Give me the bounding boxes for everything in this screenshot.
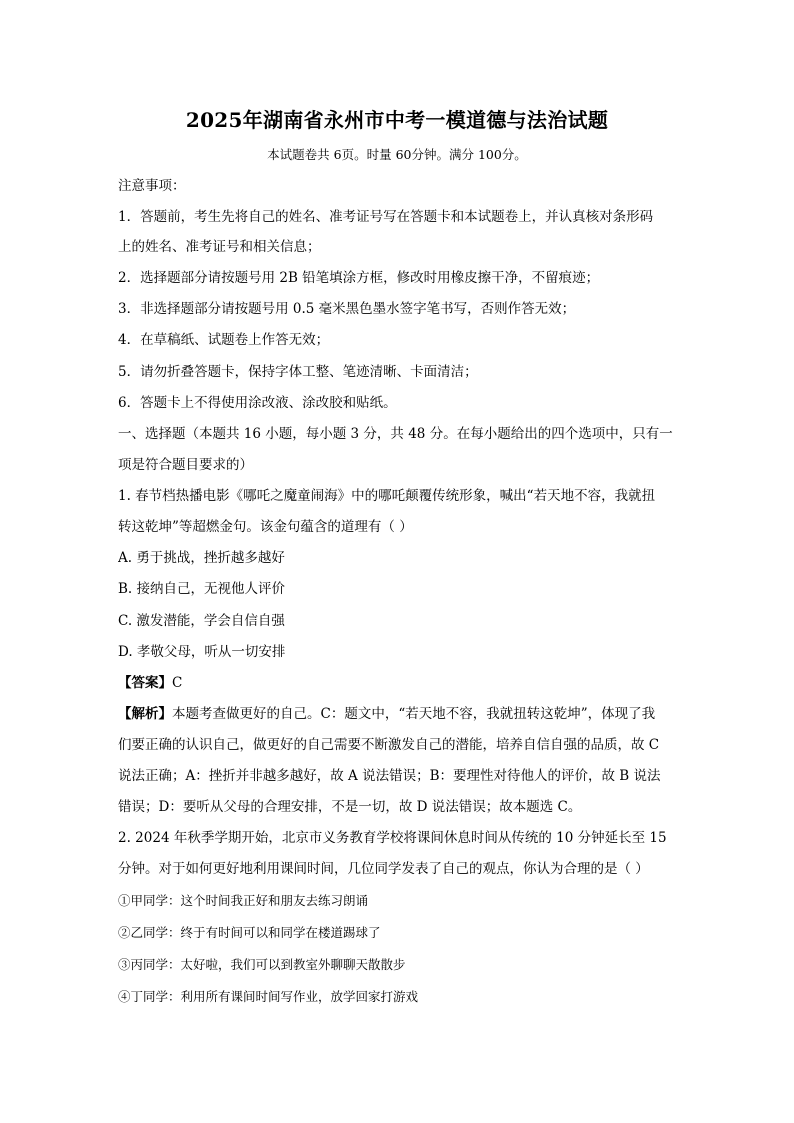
analysis-label: 【解析】 (118, 706, 172, 722)
note-line: 3．非选择题部分请按题号用 0.5 毫米黑色墨水签字笔书写，否则作答无效； (118, 301, 576, 317)
analysis-line: 们要正确的认识自己，做更好的自己需要不断激发自己的潜能，培养自信自强的品质，故 C (118, 737, 660, 753)
analysis-line: 说法正确；A：挫折并非越多越好，故 A 说法错误；B：要理性对待他人的评价，故 B 说法 (118, 768, 661, 784)
question-2-statement-2: ②乙同学：终于有时间可以和同学在楼道踢球了 (118, 925, 381, 940)
note-line: 1．答题前，考生先将自己的姓名、准考证号写在答题卡和本试题卷上，并认真核对条形码 (118, 209, 654, 225)
note-line: 4．在草稿纸、试题卷上作答无效； (118, 332, 330, 348)
question-2-statement-4: ④丁同学：利用所有课间时间写作业，放学回家打游戏 (118, 989, 419, 1004)
note-line: 5．请勿折叠答题卡，保持字体工整、笔迹清晰、卡面清洁； (118, 364, 478, 380)
notes-header: 注意事项： (118, 178, 186, 194)
analysis-line: 错误；D：要听从父母的合理安排，不是一切，故 D 说法错误；故本题选 C。 (118, 799, 582, 815)
note-line: 6．答题卡上不得使用涂改液、涂改胶和贴纸。 (118, 395, 397, 411)
question-1-option-b: B. 接纳自己，无视他人评价 (118, 581, 286, 597)
question-2-statement-1: ①甲同学：这个时间我正好和朋友去练习朗诵 (118, 893, 369, 908)
note-line: 上的姓名、准考证号和相关信息； (118, 239, 321, 255)
question-1-stem: 转这乾坤”等超燃金句。该金句蕴含的道理有（ ） (118, 519, 413, 535)
page-subtitle: 本试题卷共 6页。时量 60分钟。满分 100分。 (267, 147, 527, 162)
question-2-stem: 2. 2024 年秋季学期开始，北京市义务教育学校将课间休息时间从传统的 10 分钟延长至 15 (118, 830, 667, 846)
question-2-statement-3: ③丙同学：太好啦，我们可以到教室外聊聊天散散步 (118, 957, 406, 972)
question-1-option-d: D. 孝敬父母，听从一切安排 (118, 644, 286, 660)
question-1-option-a: A. 勇于挑战，挫折越多越好 (118, 550, 285, 566)
page-title: 2025年湖南省永州市中考一模道德与法治试题 (185, 108, 609, 132)
note-line: 2．选择题部分请按题号用 2B 铅笔填涂方框，修改时用橡皮擦干净，不留痕迹； (118, 270, 600, 286)
answer-label: 【答案】 (118, 675, 172, 691)
section-heading-cont: 项是符合题目要求的） (118, 457, 253, 473)
section-heading: 一、选择题（本题共 16 小题，每小题 3 分，共 48 分。在每小题给出的四个选项中，只有一 (118, 426, 673, 442)
question-1-answer (118, 673, 688, 693)
analysis-text: 本题考查做更好的自己。C：题文中，“若天地不容，我就扭转这乾坤”，体现了我 (172, 706, 656, 722)
question-1-option-c: C. 激发潜能，学会自信自强 (118, 613, 285, 629)
question-2-stem: 分钟。对于如何更好地利用课间时间，几位同学发表了自己的观点，你认为合理的是（ ） (118, 861, 649, 877)
question-1-stem: 1. 春节档热播电影《哪吒之魔童闹海》中的哪吒颠覆传统形象，喊出“若天地不容，我就扭 (118, 488, 656, 504)
question-1-analysis (118, 704, 688, 724)
answer-value: C (172, 675, 183, 691)
